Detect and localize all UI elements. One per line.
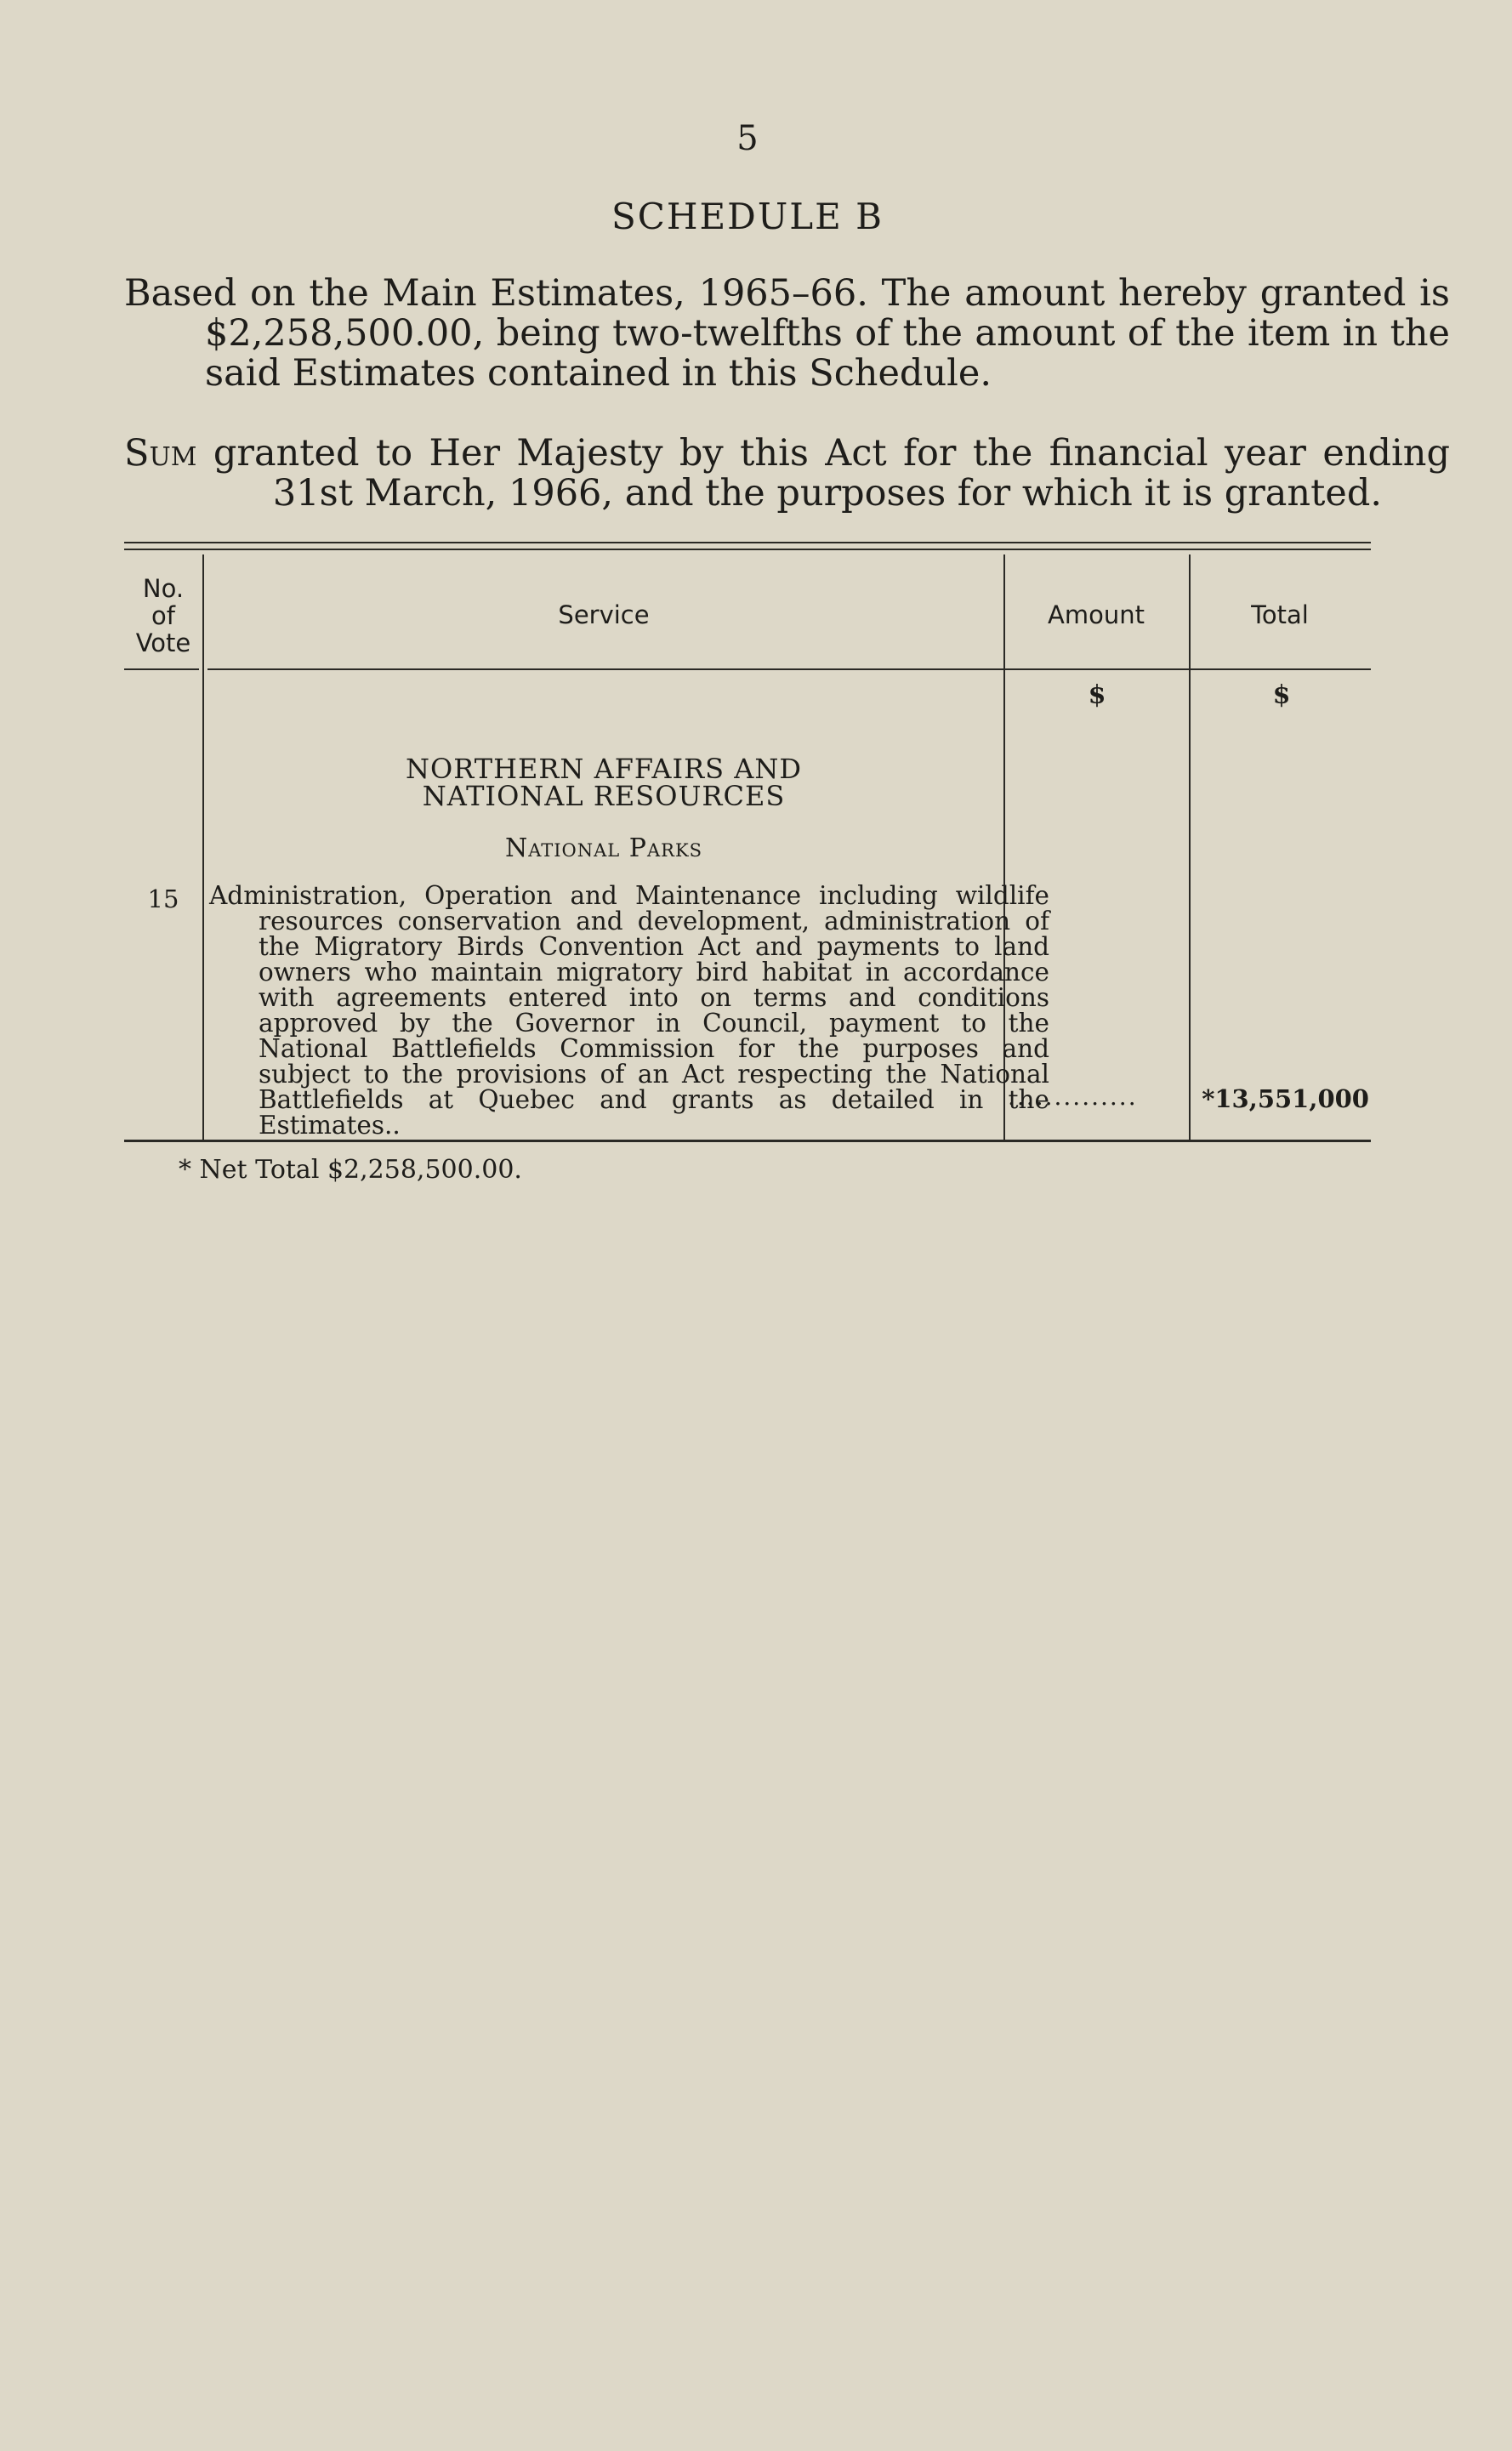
- header-underline-vote: [124, 668, 199, 670]
- header-vote-line3: Vote: [135, 628, 191, 657]
- header-vote: [124, 575, 202, 657]
- department-line1: NORTHERN AFFAIRS AND: [405, 753, 803, 785]
- grant-paragraph: [124, 434, 1450, 514]
- header-vote-line2: of: [151, 601, 175, 630]
- total-currency: $: [1272, 680, 1291, 710]
- header-service: Service: [558, 600, 650, 629]
- amount-currency: $: [1088, 680, 1106, 710]
- header-amount: Amount: [1048, 600, 1145, 629]
- header-underline-main: [207, 668, 1371, 670]
- table-top-rule: [124, 542, 1371, 543]
- page-number: 5: [736, 119, 759, 158]
- amount-leader: ..............: [1008, 1083, 1138, 1111]
- subheading: National Parks: [504, 833, 703, 863]
- department-line2: NATIONAL RESOURCES: [422, 780, 786, 812]
- intro-paragraph: Based on the Main Estimates, 1965–66. The amount hereby granted is $2,258,500.00, being two-twelfths of the amount of the item in the said Estimates contained in this Schedule.: [124, 272, 1450, 395]
- header-vote-line1: No.: [142, 574, 185, 603]
- column-divider-amount: [1189, 554, 1191, 1140]
- header-total: Total: [1251, 600, 1309, 629]
- department-heading: [204, 755, 1003, 810]
- vote-number: 15: [147, 884, 179, 913]
- service-description: Administration, Operation and Maintenance including wildlife resources conservation and development, administration of the Migratory Birds Convention Act and payments to land owners who maintain migratory bird habitat in accordance with agreements entered into on terms and conditions approved by the Governor in Council, payment to the National Battlefields Commission for the purposes and subject to the provisions of an Act respecting the National Battlefields at Quebec and grants as detailed in the Estimates..: [209, 881, 1049, 1140]
- footnote: * Net Total $2,258,500.00.: [179, 1155, 522, 1185]
- schedule-title: SCHEDULE B: [611, 196, 884, 237]
- grant-lead-word: Sum: [124, 432, 197, 475]
- grant-text: granted to Her Majesty by this Act for the financial year ending 31st March, 1966, and the purposes for which it is granted.: [196, 432, 1450, 515]
- total-value: *13,551,000: [1202, 1084, 1369, 1113]
- table-bottom-rule: [124, 1140, 1371, 1142]
- table-top-rule-inner: [124, 549, 1371, 550]
